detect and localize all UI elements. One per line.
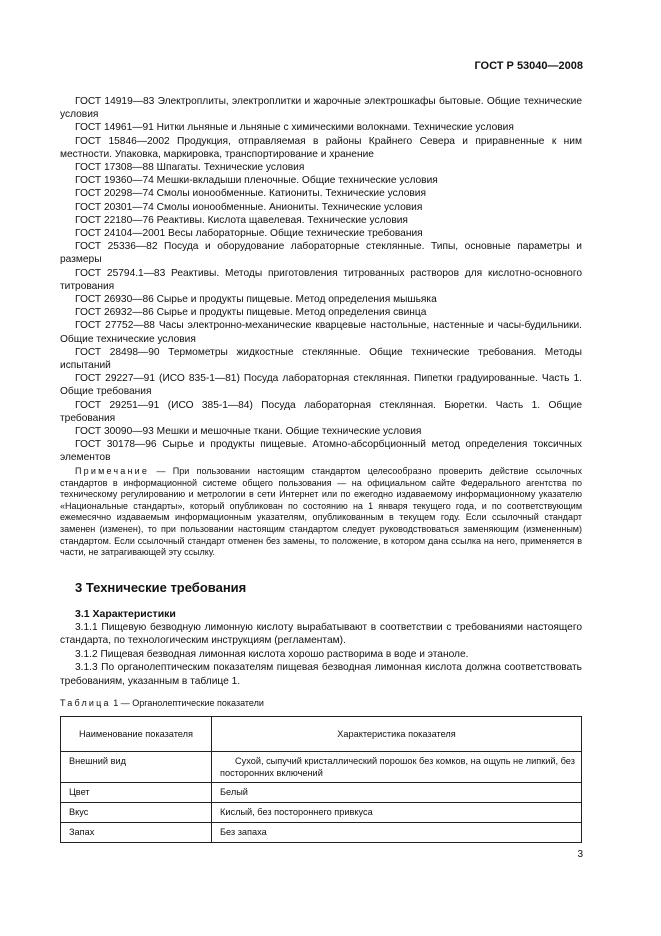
document-header: ГОСТ Р 53040—2008	[474, 60, 583, 72]
organoleptic-table	[60, 716, 582, 843]
reference-item: ГОСТ 26932—86 Сырье и продукты пищевые. Метод определения свинца	[75, 307, 427, 319]
table-row	[61, 783, 582, 803]
reference-item: ГОСТ 30178—96 Сырье и продукты пищевые. Атомно-абсорбционный метод определения токсичных элементов	[60, 439, 582, 464]
table-cell: Цвет	[61, 783, 212, 803]
reference-item: ГОСТ 28498—90 Термометры жидкостные стеклянные. Общие технические требования. Методы испытаний	[60, 346, 582, 372]
table-header-row	[61, 717, 582, 752]
subsection-title: 3.1 Характеристики	[75, 608, 176, 620]
reference-item: ГОСТ 29251—91 (ИСО 385-1—84) Посуда лабораторная стеклянная. Бюретки. Часть 1. Общие требования	[60, 399, 582, 424]
reference-item: ГОСТ 19360—74 Мешки-вкладыши пленочные. Общие технические условия	[75, 175, 438, 187]
reference-item: ГОСТ 20301—74 Смолы ионообменные. Аниониты. Технические условия	[75, 201, 423, 213]
column-header: Наименование показателя	[61, 717, 212, 752]
requirements-paragraphs	[60, 621, 582, 688]
column-header: Характеристика показателя	[212, 717, 582, 752]
table-cell: Запах	[61, 823, 212, 843]
reference-item: ГОСТ 14919—83 Электроплиты, электроплитки и жарочные электрошкафы бытовые. Общие технические условия	[60, 96, 582, 121]
reference-item: ГОСТ 14961—91 Нитки льняные и льняные с химическими волокнами. Технические условия	[75, 122, 514, 134]
reference-item: ГОСТ 25336—82 Посуда и оборудование лабораторные стеклянные. Типы, основные параметры и размеры	[60, 241, 582, 266]
table-cell: Кислый, без постороннего привкуса	[212, 803, 582, 823]
reference-item: ГОСТ 15846—2002 Продукция, отправляемая в районы Крайнего Севера и приравненные к ним местности. Упаковка, маркировка, транспортирование и хранение	[60, 135, 582, 160]
reference-item: ГОСТ 24104—2001 Весы лабораторные. Общие технические требования	[75, 228, 423, 240]
page-number: 3	[577, 849, 583, 860]
note-paragraph	[60, 466, 582, 559]
table-caption-label: Таблица	[60, 698, 111, 708]
paragraph: 3.1.3 По органолептическим показателям пищевая безводная лимонная кислота должна соответствовать требованиям, указанным в таблице 1.	[60, 662, 582, 687]
section-title: 3 Технические требования	[75, 580, 247, 595]
table-cell: Внешний вид	[61, 752, 212, 783]
table-cell: Белый	[212, 783, 582, 803]
paragraph: 3.1.2 Пищевая безводная лимонная кислота хорошо растворима в воде и этаноле.	[75, 648, 469, 660]
table-row	[61, 803, 582, 823]
table-cell: Вкус	[61, 803, 212, 823]
table-caption	[60, 698, 264, 708]
reference-item: ГОСТ 22180—76 Реактивы. Кислота щавелевая. Технические условия	[75, 214, 408, 226]
paragraph: 3.1.1 Пищевую безводную лимонную кислоту вырабатывают в соответствии с требованиями настоящего стандарта, по технологическим инструкциям (регламентам).	[60, 622, 582, 647]
reference-item: ГОСТ 27752—88 Часы электронно-механические кварцевые настольные, настенные и часы-будильники. Общие технические условия	[60, 320, 582, 345]
table-cell: Без запаха	[212, 823, 582, 843]
note-text: — При пользовании настоящим стандартом целесообразно проверить действие ссылочных стандартов в информационной системе общего пользования — на официальном сайте Федерального агентства по техническому регулированию и метрологии в сети Интернет или по ежегодно издаваемому информационному указателю «Национальные стандарты», который опубликован по состоянию на 1 января текущего года, и по соответствующим ежемесячно издаваемым информационным указателям, опубликованным в текущем году. Если ссылочный стандарт заменен (изменен), то при пользовании настоящим стандартом следует руководствоваться заменяющим (измененным) стандартом. Если ссылочный стандарт отменен без замены, то положение, в котором дана ссылка на него, применяется в части, не затрагивающей эту ссылку.	[60, 466, 582, 558]
reference-item: ГОСТ 30090—93 Мешки и мешочные ткани. Общие технические условия	[75, 426, 422, 438]
reference-item: ГОСТ 25794.1—83 Реактивы. Методы приготовления титрованных растворов для кислотно-основного титрования	[60, 267, 582, 292]
table-cell: Сухой, сыпучий кристаллический порошок без комков, на ощупь не липкий, без посторонних включений	[212, 752, 582, 783]
reference-item: ГОСТ 29227—91 (ИСО 835-1—81) Посуда лабораторная стеклянная. Пипетки градуированные. Часть 1. Общие требования	[60, 373, 582, 398]
table-row	[61, 823, 582, 843]
reference-item: ГОСТ 20298—74 Смолы ионообменные. Катиониты. Технические условия	[75, 188, 427, 200]
note-label: Примечание	[75, 466, 150, 476]
reference-item: ГОСТ 26930—86 Сырье и продукты пищевые. Метод определения мышьяка	[75, 294, 437, 306]
table-caption-text: 1 — Органолептические показатели	[113, 698, 264, 708]
table-row	[61, 752, 582, 783]
reference-item: ГОСТ 17308—88 Шпагаты. Технические условия	[75, 162, 305, 174]
normative-references-list	[60, 95, 582, 465]
